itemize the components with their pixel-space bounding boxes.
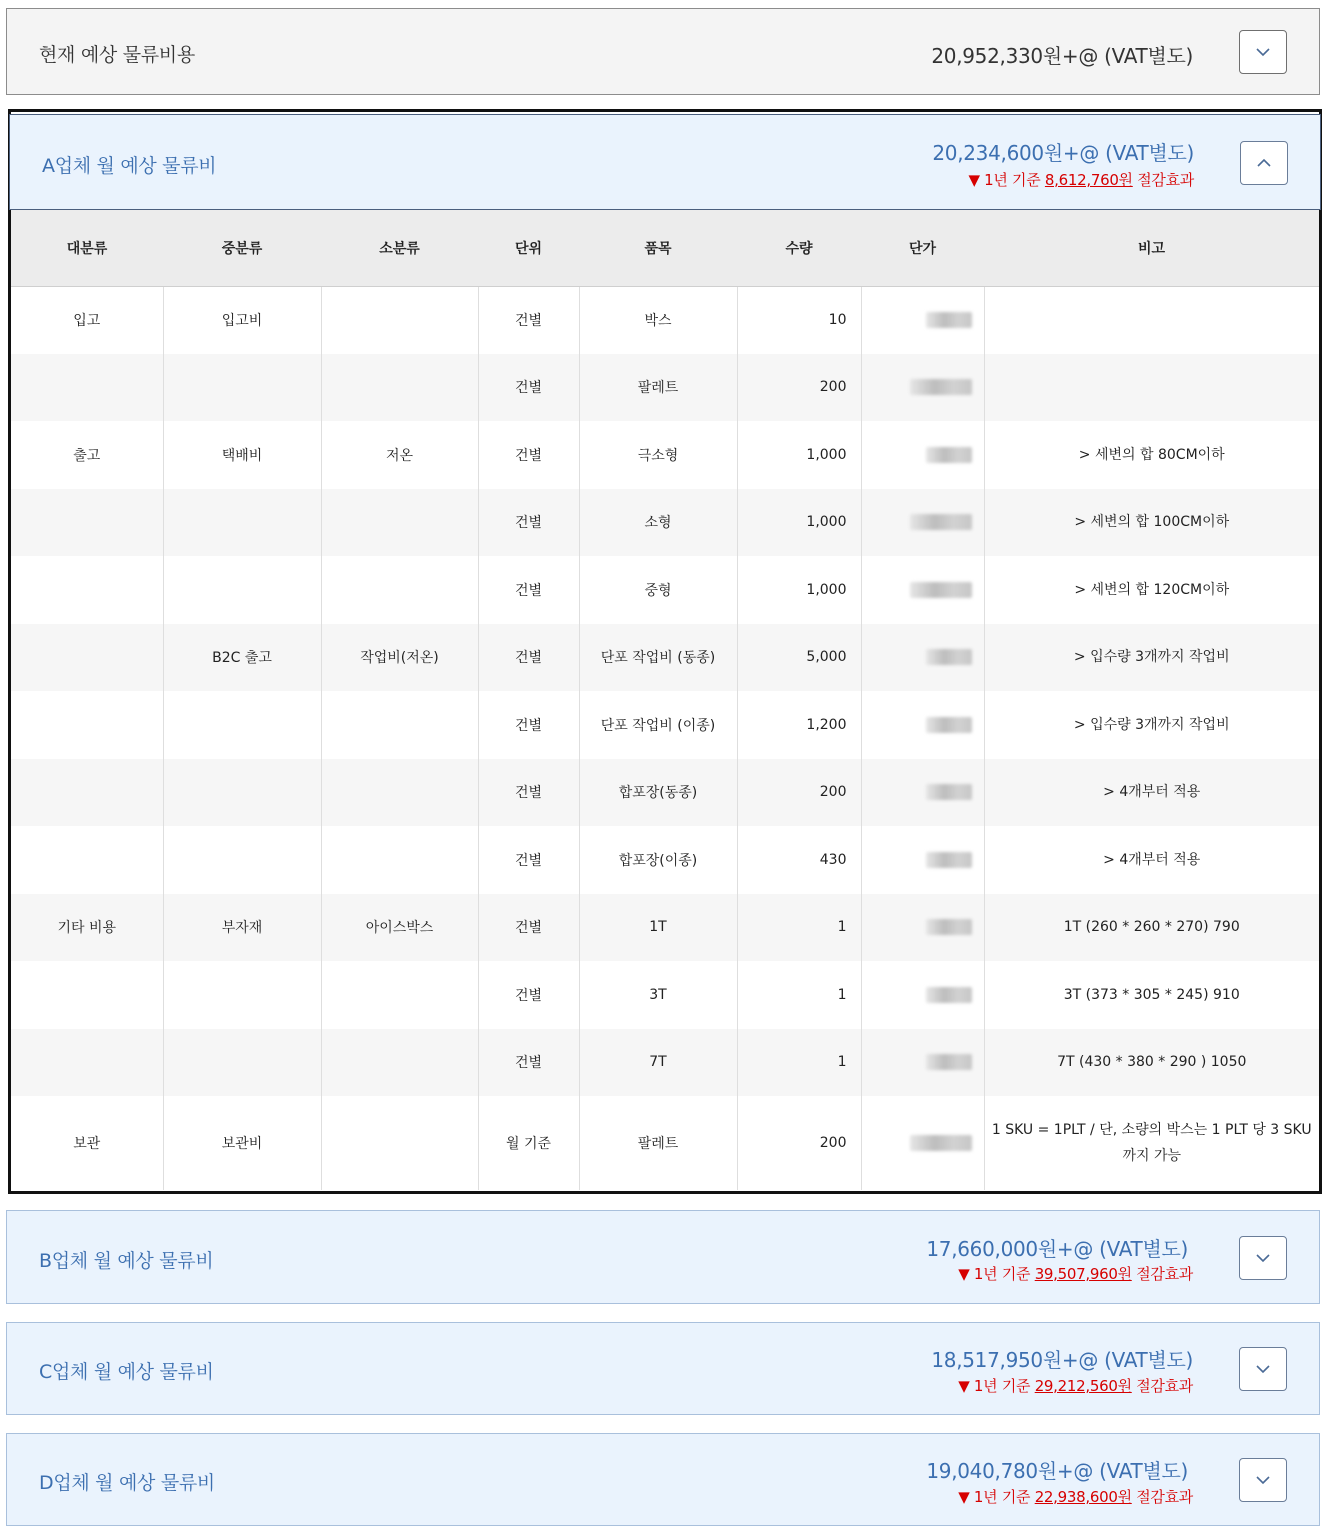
saving-value: 29,212,560원 [1034, 1377, 1132, 1395]
cell-cat1 [11, 556, 163, 624]
cell-unit: 건별 [478, 624, 579, 692]
cell-price [861, 961, 984, 1029]
cell-cat1 [11, 489, 163, 557]
cell-note: 1T (260 * 260 * 270) 790 [984, 894, 1319, 962]
table-row [11, 691, 1319, 759]
cell-cat2 [163, 354, 321, 422]
vendor-a-amount: 20,234,600원+@ (VAT별도) [932, 141, 1194, 165]
cell-unit: 월 기준 [478, 1096, 579, 1190]
cell-note: > 세변의 합 100CM이하 [984, 489, 1319, 557]
table-row [11, 759, 1319, 827]
vendor-a-title: A업체 월 예상 물류비 [42, 155, 217, 177]
cell-cat2 [163, 1029, 321, 1097]
cell-cat1 [11, 624, 163, 692]
cell-cat3: 아이스박스 [321, 894, 478, 962]
current-cost-title: 현재 예상 물류비용 [39, 44, 195, 66]
saving-suffix: 절감효과 [1132, 171, 1194, 189]
vendor-b-amount: 17,660,000원+@ (VAT별도) [926, 1237, 1188, 1261]
cell-qty: 1,000 [737, 489, 861, 557]
cell-cat3 [321, 1096, 478, 1190]
cell-qty: 5,000 [737, 624, 861, 692]
cell-cat1 [11, 691, 163, 759]
current-cost-amount: 20,952,330원+@ (VAT별도) [931, 44, 1193, 68]
header-unit: 단위 [478, 210, 579, 286]
cell-price [861, 894, 984, 962]
table-row [11, 1029, 1319, 1097]
chevron-up-icon [1256, 158, 1272, 168]
header-cat3: 소분류 [321, 210, 478, 286]
cell-price [861, 826, 984, 894]
saving-prefix: ▼ 1년 기준 [968, 171, 1045, 189]
cell-item: 합포장(동종) [579, 759, 737, 827]
redacted-price [910, 582, 972, 598]
saving-value: 8,612,760원 [1044, 171, 1133, 189]
vendor-a-header[interactable] [9, 114, 1321, 210]
cell-price [861, 691, 984, 759]
cell-cat1: 기타 비용 [11, 894, 163, 962]
redacted-price [910, 514, 972, 530]
cell-cat1 [11, 354, 163, 422]
cell-unit: 건별 [478, 826, 579, 894]
chevron-down-icon [1255, 1364, 1271, 1374]
redacted-price [926, 649, 972, 665]
header-qty: 수량 [737, 210, 861, 286]
table-row [11, 556, 1319, 624]
cell-cat3 [321, 354, 478, 422]
table-row [11, 354, 1319, 422]
vendor-d-saving [958, 1486, 1193, 1507]
cell-qty: 1,000 [737, 556, 861, 624]
cell-cat3 [321, 556, 478, 624]
saving-value: 22,938,600원 [1034, 1488, 1132, 1506]
saving-prefix: ▼ 1년 기준 [958, 1488, 1035, 1506]
cell-cat3 [321, 1029, 478, 1097]
cell-cat3: 작업비(저온) [321, 624, 478, 692]
cell-cat1: 보관 [73, 1136, 101, 1152]
chevron-down-icon [1255, 47, 1271, 57]
cell-item: 단포 작업비 (이종) [579, 691, 737, 759]
cell-price [861, 489, 984, 557]
cell-cat3: 저온 [321, 421, 478, 489]
redacted-price [926, 312, 972, 328]
cell-note: 3T (373 * 305 * 245) 910 [984, 961, 1319, 1029]
cell-item: 중형 [579, 556, 737, 624]
cell-cat1 [11, 826, 163, 894]
vendor-c-amount: 18,517,950원+@ (VAT별도) [931, 1348, 1193, 1372]
cell-item: 박스 [579, 286, 737, 354]
cell-cat2 [163, 759, 321, 827]
saving-suffix: 절감효과 [1131, 1265, 1193, 1283]
cell-price [861, 354, 984, 422]
cell-item: 소형 [579, 489, 737, 557]
cell-qty: 1,000 [737, 421, 861, 489]
cell-cat2 [163, 826, 321, 894]
cell-note [984, 286, 1319, 354]
table-header-row [11, 210, 1319, 286]
table-row [11, 826, 1319, 894]
vendor-c-header[interactable] [6, 1322, 1320, 1415]
cell-qty: 1 [737, 961, 861, 1029]
saving-value: 39,507,960원 [1034, 1265, 1132, 1283]
cell-note: > 4개부터 적용 [984, 826, 1319, 894]
redacted-price [926, 447, 972, 463]
cell-cat1: 출고 [73, 447, 101, 464]
cell-cat2 [163, 489, 321, 557]
cell-unit: 건별 [478, 421, 579, 489]
cell-qty: 200 [737, 1096, 861, 1190]
cell-cat2: 보관비 [163, 1096, 321, 1190]
table-row [11, 286, 1319, 354]
table-row [11, 894, 1319, 962]
vendor-a-toggle-button[interactable] [1240, 141, 1288, 185]
vendor-b-saving [958, 1263, 1193, 1284]
vendor-b-toggle-button[interactable] [1239, 1236, 1287, 1280]
cell-unit: 건별 [478, 286, 579, 354]
vendor-a-section [8, 109, 1322, 1194]
cell-item: 극소형 [579, 421, 737, 489]
cell-qty: 10 [737, 286, 861, 354]
current-cost-toggle-button[interactable] [1239, 30, 1287, 74]
redacted-price [926, 717, 972, 733]
cell-unit: 건별 [478, 691, 579, 759]
cost-table-container[interactable] [11, 210, 1319, 1192]
saving-prefix: ▼ 1년 기준 [958, 1377, 1035, 1395]
vendor-d-header[interactable] [6, 1433, 1320, 1526]
cell-price [861, 556, 984, 624]
cell-note: > 입수량 3개까지 작업비 [984, 691, 1319, 759]
cell-cat1 [11, 759, 163, 827]
header-note: 비고 [984, 210, 1319, 286]
cell-price [861, 421, 984, 489]
cell-cat3 [321, 489, 478, 557]
cell-cat2: 부자재 [163, 894, 321, 962]
vendor-d-toggle-button[interactable] [1239, 1458, 1287, 1502]
cell-cat3 [321, 691, 478, 759]
vendor-c-title: C업체 월 예상 물류비 [39, 1361, 214, 1383]
header-cat2: 중분류 [163, 210, 321, 286]
cell-qty: 1 [737, 1029, 861, 1097]
cell-note: > 4개부터 적용 [984, 759, 1319, 827]
chevron-down-icon [1255, 1475, 1271, 1485]
cell-note: > 세변의 합 120CM이하 [984, 556, 1319, 624]
cell-cat2: 택배비 [163, 421, 321, 489]
cell-cat2: B2C 출고 [163, 624, 321, 692]
cell-note: 1 SKU = 1PLT / 단, 소량의 박스는 1 PLT 당 3 SKU까지 가능 [984, 1096, 1319, 1190]
cell-cat1 [11, 1029, 163, 1097]
header-price: 단가 [861, 210, 984, 286]
vendor-b-title: B업체 월 예상 물류비 [39, 1250, 214, 1272]
cell-item: 단포 작업비 (동종) [579, 624, 737, 692]
table-row [11, 1096, 1319, 1190]
cell-note: 7T (430 * 380 * 290 ) 1050 [984, 1029, 1319, 1097]
cell-price [861, 759, 984, 827]
cell-item: 3T [579, 961, 737, 1029]
cell-cat1 [11, 961, 163, 1029]
cell-cat2 [163, 961, 321, 1029]
redacted-price [926, 852, 972, 868]
cell-unit: 건별 [478, 556, 579, 624]
redacted-price [926, 987, 972, 1003]
cell-cat2 [163, 691, 321, 759]
cell-unit: 건별 [478, 354, 579, 422]
cell-item: 7T [579, 1029, 737, 1097]
cell-note [984, 354, 1319, 422]
header-item: 품목 [579, 210, 737, 286]
cell-cat3 [321, 286, 478, 354]
redacted-price [926, 919, 972, 935]
cell-qty: 1 [737, 894, 861, 962]
cell-cat1: 입고 [73, 313, 101, 329]
cell-item: 합포장(이종) [579, 826, 737, 894]
cell-price [861, 1096, 984, 1190]
cell-price [861, 1029, 984, 1097]
table-row [11, 624, 1319, 692]
cell-price [861, 286, 984, 354]
cell-qty: 200 [737, 759, 861, 827]
cell-cat3 [321, 826, 478, 894]
redacted-price [926, 784, 972, 800]
cell-qty: 200 [737, 354, 861, 422]
chevron-down-icon [1255, 1253, 1271, 1263]
cell-unit: 건별 [478, 961, 579, 1029]
cell-unit: 건별 [478, 894, 579, 962]
cell-item: 팔레트 [579, 1096, 737, 1190]
vendor-b-header[interactable] [6, 1210, 1320, 1304]
cell-item: 1T [579, 894, 737, 962]
cell-item: 팔레트 [579, 354, 737, 422]
saving-suffix: 절감효과 [1131, 1377, 1193, 1395]
vendor-c-toggle-button[interactable] [1239, 1347, 1287, 1391]
cell-note: > 입수량 3개까지 작업비 [984, 624, 1319, 692]
cell-cat3 [321, 961, 478, 1029]
redacted-price [910, 379, 972, 395]
cell-unit: 건별 [478, 759, 579, 827]
vendor-d-amount: 19,040,780원+@ (VAT별도) [926, 1459, 1188, 1483]
vendor-d-title: D업체 월 예상 물류비 [39, 1472, 215, 1494]
saving-prefix: ▼ 1년 기준 [958, 1265, 1035, 1283]
cell-qty: 1,200 [737, 691, 861, 759]
table-row [11, 961, 1319, 1029]
vendor-a-saving [968, 169, 1194, 190]
cell-unit: 건별 [478, 489, 579, 557]
cell-cat3 [321, 759, 478, 827]
cell-price [861, 624, 984, 692]
cell-unit: 건별 [478, 1029, 579, 1097]
cell-qty: 430 [737, 826, 861, 894]
saving-suffix: 절감효과 [1131, 1488, 1193, 1506]
header-cat1: 대분류 [11, 210, 163, 286]
current-cost-panel [6, 8, 1320, 95]
redacted-price [926, 1054, 972, 1070]
cost-table [11, 210, 1319, 1190]
vendor-c-saving [958, 1375, 1193, 1396]
cell-note: > 세변의 합 80CM이하 [984, 421, 1319, 489]
table-row [11, 421, 1319, 489]
cell-cat2 [163, 556, 321, 624]
table-row [11, 489, 1319, 557]
redacted-price [910, 1135, 972, 1151]
cell-cat2: 입고비 [163, 286, 321, 354]
